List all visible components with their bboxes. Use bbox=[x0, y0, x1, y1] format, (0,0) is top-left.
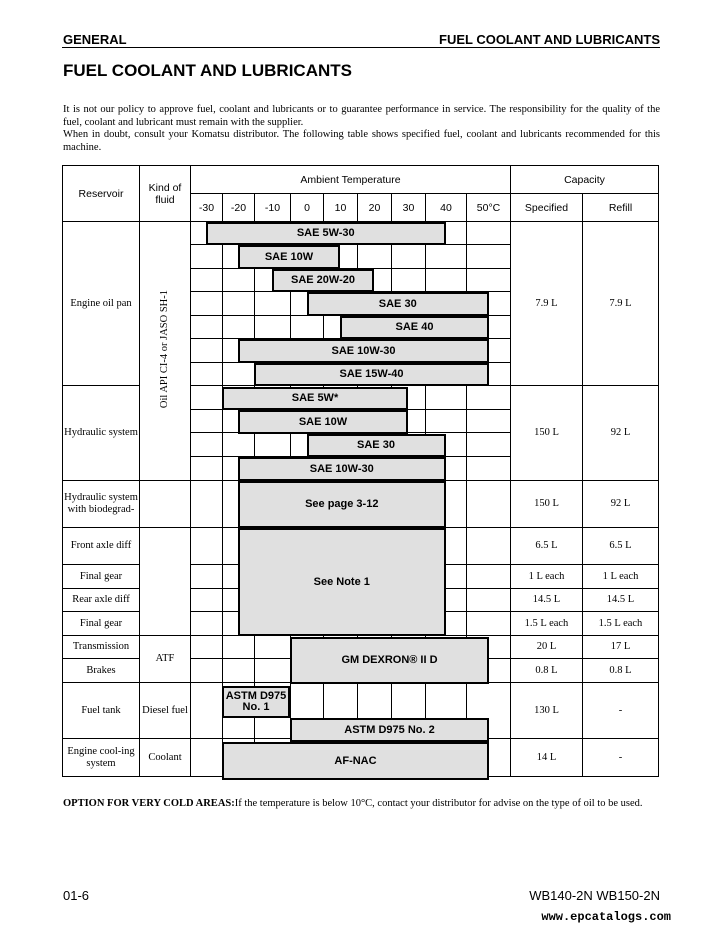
intro-paragraph-2: When in doubt, consult your Komatsu distributor. The following table shows specified fuel, coolant and lubricants recommended for this machine. bbox=[63, 129, 660, 153]
temp-range-bar bbox=[290, 637, 489, 684]
head-kind: Kind of fluid bbox=[140, 166, 191, 222]
cap-transmission-refill: 17 L bbox=[583, 636, 659, 659]
head-specified: Specified bbox=[511, 194, 583, 222]
reservoir-rear-axle: Rear axle diff bbox=[63, 589, 140, 612]
cap-engine-cooling-specified: 14 L bbox=[511, 739, 583, 777]
cap-engine-specified: 7.9 L bbox=[511, 222, 583, 386]
temp-range-bar-label: See Note 1 bbox=[313, 575, 370, 588]
temp-tick: 40 bbox=[426, 194, 467, 222]
temp-range-bar-label: SAE 15W-40 bbox=[339, 368, 404, 380]
temp-range-bar-label: See page 3-12 bbox=[305, 498, 379, 510]
header-chapter: FUEL COOLANT AND LUBRICANTS bbox=[439, 32, 660, 47]
model-label: WB140-2N WB150-2N bbox=[529, 888, 660, 903]
temp-range-bar-label: SAE 40 bbox=[395, 321, 434, 333]
temp-range-bar bbox=[222, 387, 408, 410]
cold-area-note-text: If the temperature is below 10°C, contact your distributor for advise on the type of oil to be used. bbox=[234, 798, 643, 809]
temp-tick: 50°C bbox=[467, 194, 511, 222]
temp-tick: -10 bbox=[255, 194, 291, 222]
intro-text bbox=[63, 104, 660, 154]
temp-range-bar bbox=[238, 245, 340, 269]
temp-range-bar-label: AF-NAC bbox=[334, 754, 377, 767]
temp-range-bar bbox=[307, 292, 490, 316]
reservoir-front-axle: Front axle diff bbox=[63, 528, 140, 565]
temp-range-bar bbox=[238, 410, 408, 434]
cap-hydraulic-bio-refill: 92 L bbox=[583, 481, 659, 528]
cap-transmission-specified: 20 L bbox=[511, 636, 583, 659]
reservoir-hydraulic-bio: Hydraulic system with biodegrad- bbox=[63, 481, 140, 528]
header-section: GENERAL bbox=[63, 32, 127, 47]
cap-front-axle-refill: 6.5 L bbox=[583, 528, 659, 565]
kind-coolant: Coolant bbox=[140, 739, 191, 777]
cap-fuel-tank-specified: 130 L bbox=[511, 683, 583, 739]
temp-range-bar bbox=[272, 269, 374, 292]
temp-range-bar bbox=[307, 434, 446, 457]
kind-oil bbox=[140, 222, 191, 481]
reservoir-engine-cooling: Engine cool-ing system bbox=[63, 739, 140, 777]
cap-final-gear-2-refill: 1.5 L each bbox=[583, 612, 659, 636]
intro-paragraph-1: It is not our policy to approve fuel, coolant and lubricants or to guarantee performance in service. The responsibility for the quality of the fuel, coolant and lubricant must remain with the supplier. bbox=[63, 104, 660, 128]
temp-tick: 10 bbox=[324, 194, 358, 222]
temp-range-bar-label: SAE 30 bbox=[378, 297, 417, 310]
reservoir-final-gear: Final gear bbox=[63, 565, 140, 589]
cap-final-gear-1-specified: 1 L each bbox=[511, 565, 583, 589]
cap-front-axle-specified: 6.5 L bbox=[511, 528, 583, 565]
temp-range-bar bbox=[238, 339, 489, 363]
temp-range-bar bbox=[238, 457, 446, 481]
head-ambient: Ambient Temperature bbox=[191, 166, 511, 194]
temp-range-bar-label: SAE 10W bbox=[298, 415, 348, 428]
temp-range-bar-label: GM DEXRON® II D bbox=[341, 654, 438, 666]
kind-atf: ATF bbox=[140, 636, 191, 683]
temp-tick: 0 bbox=[291, 194, 324, 222]
cap-final-gear-1-refill: 1 L each bbox=[583, 565, 659, 589]
temp-range-bar bbox=[222, 686, 290, 718]
head-capacity: Capacity bbox=[511, 166, 659, 194]
temp-tick: 30 bbox=[392, 194, 426, 222]
cold-area-note bbox=[63, 797, 660, 810]
temp-range-bar-label: SAE 30 bbox=[357, 439, 395, 451]
temp-range-bar bbox=[340, 316, 489, 339]
temp-tick: -30 bbox=[191, 194, 223, 222]
cap-engine-cooling-refill: - bbox=[583, 739, 659, 777]
temp-range-bar bbox=[222, 742, 489, 780]
cap-final-gear-2-specified: 1.5 L each bbox=[511, 612, 583, 636]
temp-range-bar bbox=[290, 718, 489, 742]
temp-range-bar bbox=[238, 481, 446, 528]
cap-hydraulic-specified: 150 L bbox=[511, 386, 583, 481]
temp-range-bar-label: SAE 5W* bbox=[291, 392, 339, 404]
cold-area-note-lead: OPTION FOR VERY COLD AREAS: bbox=[63, 798, 235, 809]
temp-tick: -20 bbox=[223, 194, 255, 222]
temp-range-bar-label: ASTM D975 No. 1 bbox=[225, 690, 287, 713]
cap-rear-axle-refill: 14.5 L bbox=[583, 589, 659, 612]
temp-range-bar bbox=[238, 528, 446, 636]
kind-diesel: Diesel fuel bbox=[140, 683, 191, 739]
temp-range-bar-label: SAE 5W-30 bbox=[296, 227, 355, 239]
cap-rear-axle-specified: 14.5 L bbox=[511, 589, 583, 612]
reservoir-hydraulic: Hydraulic system bbox=[63, 386, 140, 481]
cap-engine-refill: 7.9 L bbox=[583, 222, 659, 386]
watermark: www.epcatalogs.com bbox=[541, 910, 671, 924]
kind-oil-label: Oil API CI-4 or JASO SH-1 bbox=[159, 289, 170, 409]
temp-range-bar-label: ASTM D975 No. 2 bbox=[344, 723, 435, 736]
reservoir-final-gear: Final gear bbox=[63, 612, 140, 636]
cap-hydraulic-refill: 92 L bbox=[583, 386, 659, 481]
head-reservoir: Reservoir bbox=[63, 166, 140, 222]
reservoir-brakes: Brakes bbox=[63, 659, 140, 683]
temp-range-bar-label: SAE 10W-30 bbox=[309, 462, 374, 475]
cap-brakes-specified: 0.8 L bbox=[511, 659, 583, 683]
page-number: 01-6 bbox=[63, 888, 90, 903]
temp-range-bar bbox=[206, 222, 446, 245]
cap-hydraulic-bio-specified: 150 L bbox=[511, 481, 583, 528]
cap-fuel-tank-refill: - bbox=[583, 683, 659, 739]
temp-range-bar bbox=[254, 363, 489, 386]
header-rule bbox=[62, 47, 660, 48]
temp-range-bar-label: SAE 20W-20 bbox=[291, 274, 355, 286]
reservoir-fuel-tank: Fuel tank bbox=[63, 683, 140, 739]
reservoir-engine-oil-pan: Engine oil pan bbox=[63, 222, 140, 386]
cap-brakes-refill: 0.8 L bbox=[583, 659, 659, 683]
temp-range-bar-label: SAE 10W-30 bbox=[331, 344, 396, 357]
temp-tick: 20 bbox=[358, 194, 392, 222]
page-title: FUEL COOLANT AND LUBRICANTS bbox=[63, 61, 352, 80]
temp-range-bar-label: SAE 10W bbox=[264, 250, 314, 263]
reservoir-transmission: Transmission bbox=[63, 636, 140, 659]
head-refill: Refill bbox=[583, 194, 659, 222]
